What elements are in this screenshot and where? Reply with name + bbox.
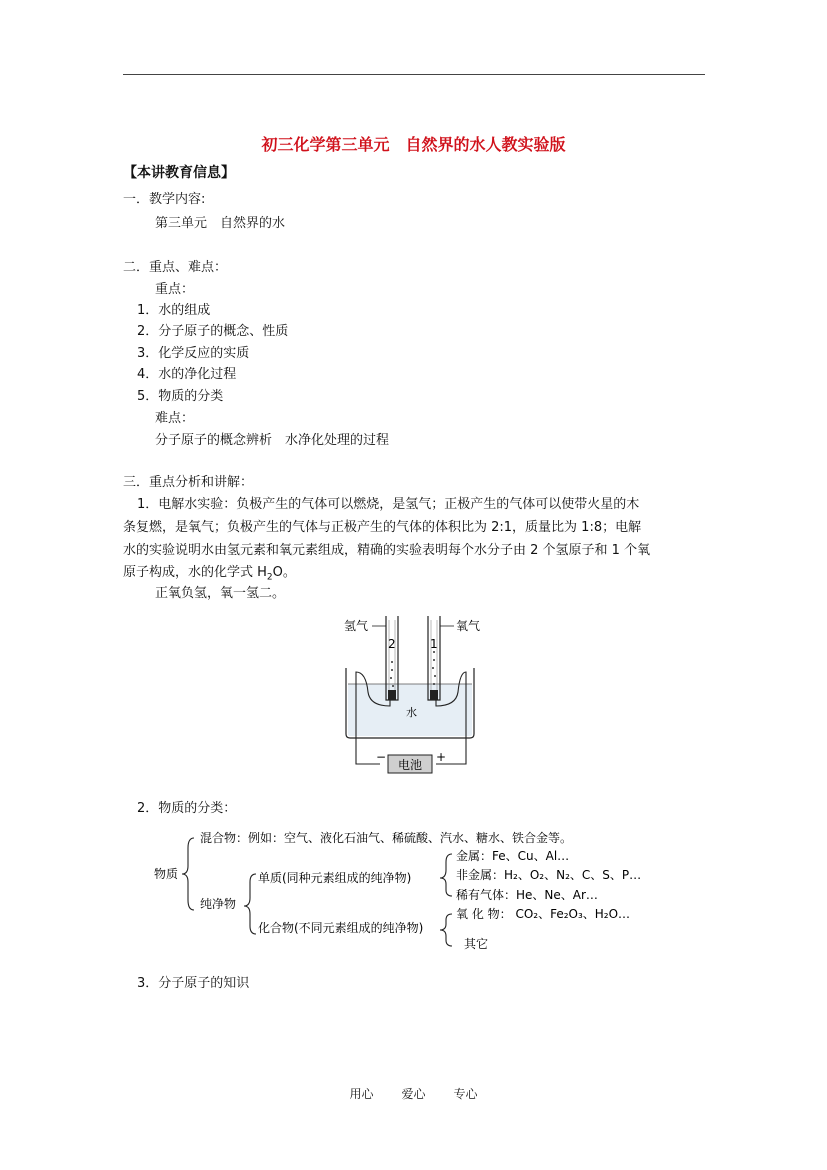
footer-item-2: 爱心 bbox=[401, 1087, 426, 1101]
compound-brace bbox=[440, 914, 452, 946]
page-title: 初三化学第三单元 自然界的水人教实验版 bbox=[261, 135, 566, 154]
section-1-line: 第三单元 自然界的水 bbox=[155, 216, 286, 231]
electrolysis-line-2: 条复燃，是氧气；负极产生的气体与正极产生的气体的体积比为 2:1，质量比为 1:8；电解 bbox=[123, 520, 642, 535]
simple-label: 单质(同种元素组成的纯净物) bbox=[258, 871, 412, 885]
footer-item-3: 专心 bbox=[453, 1087, 478, 1101]
battery-minus: − bbox=[376, 750, 387, 764]
key-points-label: 重点： bbox=[155, 282, 195, 297]
metal-label: 金属：Fe、Cu、Al… bbox=[456, 849, 570, 863]
electrolysis-diagram bbox=[340, 612, 500, 780]
section-3-item-3: 3．分子原子的知识 bbox=[137, 976, 250, 991]
key-point-5: 5．物质的分类 bbox=[137, 389, 224, 404]
root-brace bbox=[182, 838, 194, 910]
difficulty-label: 难点： bbox=[155, 411, 195, 426]
classification-diagram bbox=[150, 822, 680, 956]
right-electrode bbox=[430, 690, 438, 700]
noble-gas-label: 稀有气体：He、Ne、Ar… bbox=[456, 888, 598, 902]
electrolysis-line-4: 原子构成，水的化学式 $H_2O$。 bbox=[123, 565, 296, 583]
section-1-heading: 一．教学内容: bbox=[123, 192, 206, 207]
key-point-3: 3．化学反应的实质 bbox=[137, 346, 250, 361]
oxide-label: 氧 化 物： CO₂、Fe₂O₃、H₂O… bbox=[456, 907, 631, 921]
key-point-1: 1．水的组成 bbox=[137, 303, 211, 318]
footer-item-1: 用心 bbox=[349, 1087, 374, 1101]
electrolysis-line-1: 1．电解水实验：负极产生的气体可以燃烧，是氢气；正极产生的气体可以使带火星的木 bbox=[137, 497, 640, 512]
footer bbox=[0, 1085, 827, 1102]
root-label: 物质 bbox=[154, 867, 179, 881]
header-rule bbox=[123, 74, 705, 75]
electrolysis-line-3: 水的实验说明水由氢元素和氧元素组成，精确的实验表明每个水分子由 2 个氢原子和 1 个氧 bbox=[123, 543, 651, 558]
right-tube-label: 1 bbox=[430, 637, 438, 651]
difficulty-text: 分子原子的概念辨析 水净化处理的过程 bbox=[155, 433, 390, 448]
pure-brace bbox=[244, 874, 256, 934]
battery-label: 电池 bbox=[398, 758, 423, 772]
hydrogen-label: 氢气 bbox=[344, 619, 369, 633]
compound-label: 化合物(不同元素组成的纯净物) bbox=[258, 921, 424, 935]
battery-plus: + bbox=[436, 750, 447, 764]
mixture-label: 混合物：例如：空气、液化石油气、稀硫酸、汽水、糖水、铁合金等。 bbox=[200, 831, 573, 845]
nonmetal-label: 非金属：H₂、O₂、N₂、C、S、P… bbox=[456, 868, 642, 882]
oxygen-label: 氧气 bbox=[456, 619, 481, 633]
mnemonic: 正氧负氢，氧一氢二。 bbox=[155, 586, 286, 601]
left-tube-label: 2 bbox=[388, 637, 396, 651]
water-label: 水 bbox=[406, 706, 417, 719]
other-label: 其它 bbox=[464, 937, 489, 951]
left-electrode bbox=[388, 690, 396, 700]
classification-heading: 2．物质的分类： bbox=[137, 801, 237, 816]
key-point-4: 4．水的净化过程 bbox=[137, 367, 237, 382]
section-2-heading: 二．重点、难点： bbox=[123, 260, 228, 275]
pure-label: 纯净物 bbox=[200, 897, 237, 911]
section-3-heading: 三．重点分析和讲解： bbox=[123, 475, 254, 490]
info-header: 【本讲教育信息】 bbox=[123, 165, 235, 181]
simple-brace bbox=[440, 854, 452, 896]
key-point-2: 2．分子原子的概念、性质 bbox=[137, 324, 289, 339]
